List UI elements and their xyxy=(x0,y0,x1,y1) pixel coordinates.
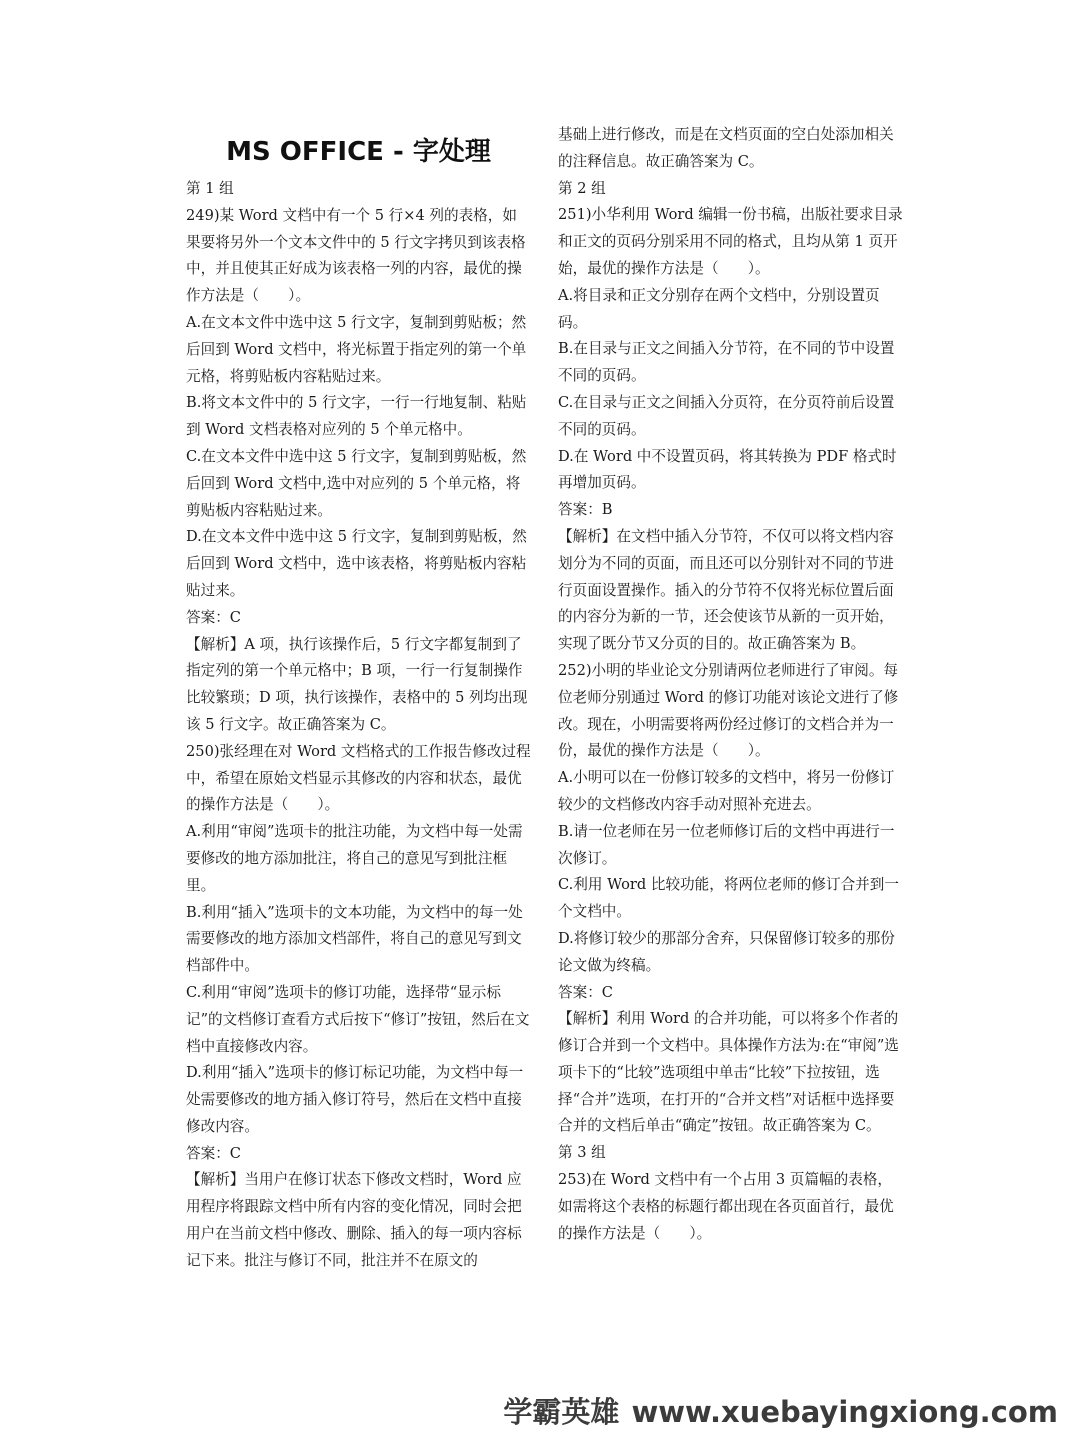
option-a: A.在文本文件中选中这 5 行文字，复制到剪贴板；然后回到 Word 文档中，将光标置于指定列的第一个单元格，将剪贴板内容粘贴过来。 xyxy=(186,313,527,385)
option-d: D.在文本文件中选中这 5 行文字，复制到剪贴板，然后回到 Word 文档中，选中该表格，将剪贴板内容粘贴过来。 xyxy=(186,528,527,599)
question-249: 249)某 Word 文档中有一个 5 行×4 列的表格，如果要将另外一个文本文件中的 5 行文字拷贝到该表格中，并且使其正好成为该表格一列的内容，最优的操作方法是（ ）。 xyxy=(186,206,526,305)
right-column xyxy=(558,122,903,1247)
question-250: 250)张经理在对 Word 文档格式的工作报告修改过程中，希望在原始文档显示其修改的内容和状态，最优的操作方法是（ ）。 xyxy=(186,742,531,814)
option-d: D.在 Word 中不设置页码，将其转换为 PDF 格式时再增加页码。 xyxy=(558,447,897,492)
option-c: C.在目录与正文之间插入分页符，在分页符前后设置不同的页码。 xyxy=(558,393,895,438)
answer: 答案：C xyxy=(558,983,613,1001)
option-c: C.在文本文件中选中这 5 行文字，复制到剪贴板，然后回到 Word 文档中,选中对应列的 5 个单元格，将剪贴板内容粘贴过来。 xyxy=(186,447,527,519)
explanation: 【解析】在文档中插入分节符，不仅可以将文档内容划分为不同的页面，而且还可以分别针对不同的节进行页面设置操作。插入的分节符不仅将光标位置后面的内容分为新的一节，还会使该节从新的一页开始，实现了既分节又分页的目的。故正确答案为 B。 xyxy=(558,527,894,653)
explanation-continued: 基础上进行修改，而是在文档页面的空白处添加相关的注释信息。故正确答案为 C。 xyxy=(558,126,894,170)
answer: 答案：C xyxy=(186,608,241,626)
option-c: C.利用 Word 比较功能，将两位老师的修订合并到一个文档中。 xyxy=(558,876,899,921)
watermark-site: www.xuebayingxiong.com xyxy=(631,1395,1058,1429)
option-b: B.利用“插入”选项卡的文本功能，为文档中的每一处需要修改的地方添加文档部件，将自己的意见写到文档部件中。 xyxy=(186,903,523,975)
explanation: 【解析】利用 Word 的合并功能，可以将多个作者的修订合并到一个文档中。具体操作方法为:在“审阅”选项卡下的“比较”选项组中单击“比较”下拉按钮，选择“合并”选项，在打开的“合并文档”对话框中选择要合并的文档后单击“确定”按钮。故正确答案为 C。 xyxy=(558,1010,899,1135)
page-title: MS OFFICE - 字处理 xyxy=(226,137,491,167)
question-251: 251)小华利用 Word 编辑一份书稿，出版社要求目录和正文的页码分别采用不同的格式，且均从第 1 页开始，最优的操作方法是（ ）。 xyxy=(558,206,903,277)
explanation: 【解析】当用户在修订状态下修改文档时，Word 应用程序将跟踪文档中所有内容的变化情况，同时会把用户在当前文档中修改、删除、插入的每一项内容标记下来。批注与修订不同，批注并不在原文的 xyxy=(186,1171,522,1269)
group-heading: 第 2 组 xyxy=(558,179,606,197)
option-a: A.利用“审阅”选项卡的批注功能，为文档中每一处需要修改的地方添加批注，将自己的意见写到批注框里。 xyxy=(186,823,523,894)
watermark-brand: 学霸英雄 xyxy=(503,1395,620,1429)
question-252: 252)小明的毕业论文分别请两位老师进行了审阅。每位老师分别通过 Word 的修订功能对该论文进行了修改。现在，小明需要将两份经过修订的文档合并为一份，最优的操作方法是（ ）。 xyxy=(558,661,899,760)
explanation: 【解析】A 项，执行该操作后，5 行文字都复制到了指定列的第一个单元格中；B 项，一行一行复制操作比较繁琐；D 项，执行该操作，表格中的 5 列均出现该 5 行文字。故正确答案为 C。 xyxy=(186,635,528,733)
answer: 答案：C xyxy=(186,1144,241,1162)
watermark xyxy=(503,1390,1058,1431)
group-heading: 第 3 组 xyxy=(558,1144,606,1162)
left-column xyxy=(186,176,531,1275)
option-a: A.将目录和正文分别存在两个文档中，分别设置页码。 xyxy=(558,286,880,331)
option-a: A.小明可以在一份修订较多的文档中，将另一份修订较少的文档修改内容手动对照补充进去。 xyxy=(558,769,895,813)
group-heading: 第 1 组 xyxy=(186,180,234,197)
option-c: C.利用“审阅”选项卡的修订功能，选择带“显示标记”的文档修订查看方式后按下“修订”按钮，然后在文档中直接修改内容。 xyxy=(186,983,530,1055)
option-d: D.利用“插入”选项卡的修订标记功能，为文档中每一处需要修改的地方插入修订符号，然后在文档中直接修改内容。 xyxy=(186,1064,524,1135)
question-253: 253)在 Word 文档中有一个占用 3 页篇幅的表格，如需将这个表格的标题行都出现在各页面首行，最优的操作方法是（ ）。 xyxy=(558,1171,894,1242)
option-b: B.请一位老师在另一位老师修订后的文档中再进行一次修订。 xyxy=(558,822,895,867)
answer: 答案：B xyxy=(558,501,613,519)
option-b: B.在目录与正文之间插入分节符，在不同的节中设置不同的页码。 xyxy=(558,340,895,385)
option-d: D.将修订较少的那部分舍弃，只保留修订较多的那份论文做为终稿。 xyxy=(558,929,895,974)
option-b: B.将文本文件中的 5 行文字，一行一行地复制、粘贴到 Word 文档表格对应列的 5 个单元格中。 xyxy=(186,394,527,439)
